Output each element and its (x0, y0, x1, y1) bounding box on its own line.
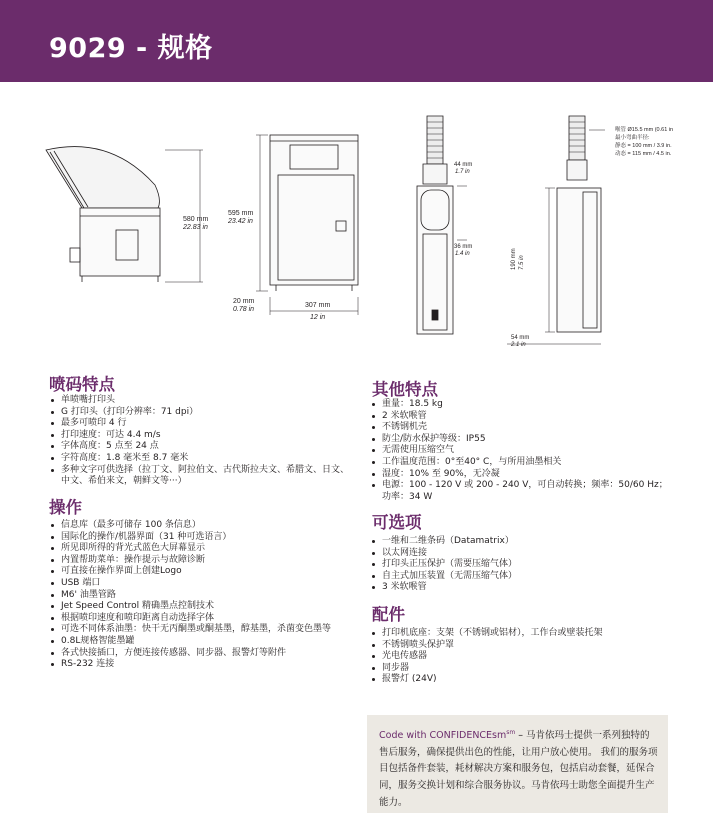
list-item: RS-232 连接 (49, 659, 349, 671)
bend-radius-static: 静态 = 100 mm / 3.9 in. (615, 143, 672, 149)
page-title: 9029 - 规格 (49, 33, 213, 64)
other-features-heading: 其他特点 (372, 380, 438, 399)
hose-note (615, 126, 673, 158)
cabinet-base-mm: 20 mm (233, 298, 255, 305)
cabinet-width-mm: 307 mm (305, 302, 331, 309)
options-heading: 可选项 (372, 513, 422, 532)
list-item: 可选不同体系油墨：快干无丙酮墨或酮基墨，醇基墨，杀菌变色墨等 (49, 624, 349, 636)
printhead-side-drawing (505, 112, 625, 352)
printer-height-mm: 580 mm (183, 216, 209, 223)
list-item: USB 端口 (49, 578, 349, 590)
list-item: 电源：100 - 120 V 或 200 - 240 V，可自动转换；频率：50/60 Hz；功率：34 W (370, 480, 670, 503)
list-item: 以太网连接 (370, 548, 670, 560)
printer-body (80, 208, 160, 276)
printhead-body-in: 1.4 in (455, 251, 470, 257)
operation-list (49, 520, 349, 671)
list-item: 字符高度：1.8 毫米至 8.7 毫米 (49, 453, 349, 465)
list-item: 可直接在操作界面上创建Logo (49, 566, 349, 578)
list-item: 打印机底座：支架（不锈钢或铝材），工作台或壁装托架 (370, 628, 670, 640)
list-item: 自主式加压装置（无需压缩气体） (370, 571, 670, 583)
list-item: 报警灯 (24V) (370, 674, 670, 686)
list-item: 一维和二维条码（Datamatrix） (370, 536, 670, 548)
list-item: 单喷嘴打印头 (49, 395, 349, 407)
accessories-list (370, 628, 670, 686)
list-item: G 打印头（打印分辨率：71 dpi） (49, 407, 349, 419)
list-item: 3 米软喉管 (370, 582, 670, 594)
printhead-height-in: 7.5 in (519, 255, 525, 270)
printhead-depth-mm: 54 mm (511, 335, 530, 341)
printhead-depth-in: 2.1 in (511, 342, 526, 348)
cabinet-height-in: 23.42 in (228, 218, 253, 225)
printhead-top-in: 1.7 in (455, 169, 470, 175)
accessories-heading: 配件 (372, 605, 405, 624)
operation-heading: 操作 (49, 498, 82, 517)
list-item: 不锈钢喷头保护罩 (370, 640, 670, 652)
list-item: 根据喷印速度和喷印距离自动选择字体 (49, 613, 349, 625)
cabinet-height-mm: 595 mm (228, 210, 254, 217)
cta-brand-sup: sm (506, 729, 516, 736)
list-item: 光电传感器 (370, 651, 670, 663)
list-item: 打印头正压保护（需要压缩气体） (370, 559, 670, 571)
list-item: 工作温度范围：0°至40° C，与所用油墨相关 (370, 457, 670, 469)
list-item: 防尘/防水保护等级：IP55 (370, 434, 670, 446)
printhead-body-mm: 36 mm (454, 244, 473, 250)
list-item: M6' 油墨管路 (49, 590, 349, 602)
printer-lid (46, 147, 159, 208)
list-item: 同步器 (370, 663, 670, 675)
list-item: 不锈钢机壳 (370, 422, 670, 434)
cabinet-body (270, 135, 358, 285)
options-list (370, 536, 670, 594)
bend-radius-dynamic: 动态 = 115 mm / 4.5 in. (615, 151, 672, 157)
coding-features-list (49, 395, 349, 488)
printhead-top-mm: 44 mm (454, 162, 473, 168)
hose-diameter: 喉管 Ø15.5 mm (0.61 in (615, 127, 674, 133)
list-item: 各式快接插口，方便连接传感器、同步器、报警灯等附件 (49, 648, 349, 660)
list-item: 所见即所得的背光式蓝色大屏幕显示 (49, 543, 349, 555)
cta-text: – 马肯依玛士提供一系列独特的售后服务，确保提供出色的性能，让用户放心使用。 我们的服务项目包括备件套装，耗材解决方案和服务包，包括启动套餐，延保合同，服务交换计划和综合服务协议。马肯依玛士助您全面提升生产能力。 (379, 730, 658, 808)
list-item: 打印速度：可达 4.4 m/s (49, 430, 349, 442)
list-item: 湿度：10% 至 90%，无冷凝 (370, 469, 670, 481)
list-item: 最多可喷印 4 行 (49, 418, 349, 430)
list-item: 2 米软喉管 (370, 411, 670, 423)
printer-height-in: 22.83 in (183, 224, 208, 231)
bend-radius-label: 最小弯曲半径: (615, 135, 650, 141)
cabinet-width-in: 12 in (310, 314, 326, 321)
coding-features-heading: 喷码特点 (49, 375, 115, 394)
list-item: 字体高度：5 点至 24 点 (49, 441, 349, 453)
cabinet-base-in: 0.78 in (233, 306, 255, 313)
printhead-height-mm: 190 mm (511, 248, 517, 270)
other-features-list (370, 399, 670, 503)
cta-brand: Code with CONFIDENCEsm$^{sm}$ (379, 729, 516, 742)
list-item: 多种文字可供选择（拉丁文、阿拉伯文、古代斯拉夫文、希腊文、日文、中文、希伯来文，朝鲜文等···） (49, 465, 349, 488)
list-item: 国际化的操作/机器界面（31 种可选语言） (49, 532, 349, 544)
service-callout (367, 715, 668, 813)
list-item: 信息库（最多可储存 100 条信息） (49, 520, 349, 532)
list-item: 无需使用压缩空气 (370, 445, 670, 457)
list-item: 0.8L规格智能墨罐 (49, 636, 349, 648)
printhead-front-drawing (405, 112, 475, 340)
list-item: Jet Speed Control 精确墨点控制技术 (49, 601, 349, 613)
header-band (0, 0, 713, 82)
list-item: 重量：18.5 kg (370, 399, 670, 411)
list-item: 内置帮助菜单：操作提示与故障诊断 (49, 555, 349, 567)
